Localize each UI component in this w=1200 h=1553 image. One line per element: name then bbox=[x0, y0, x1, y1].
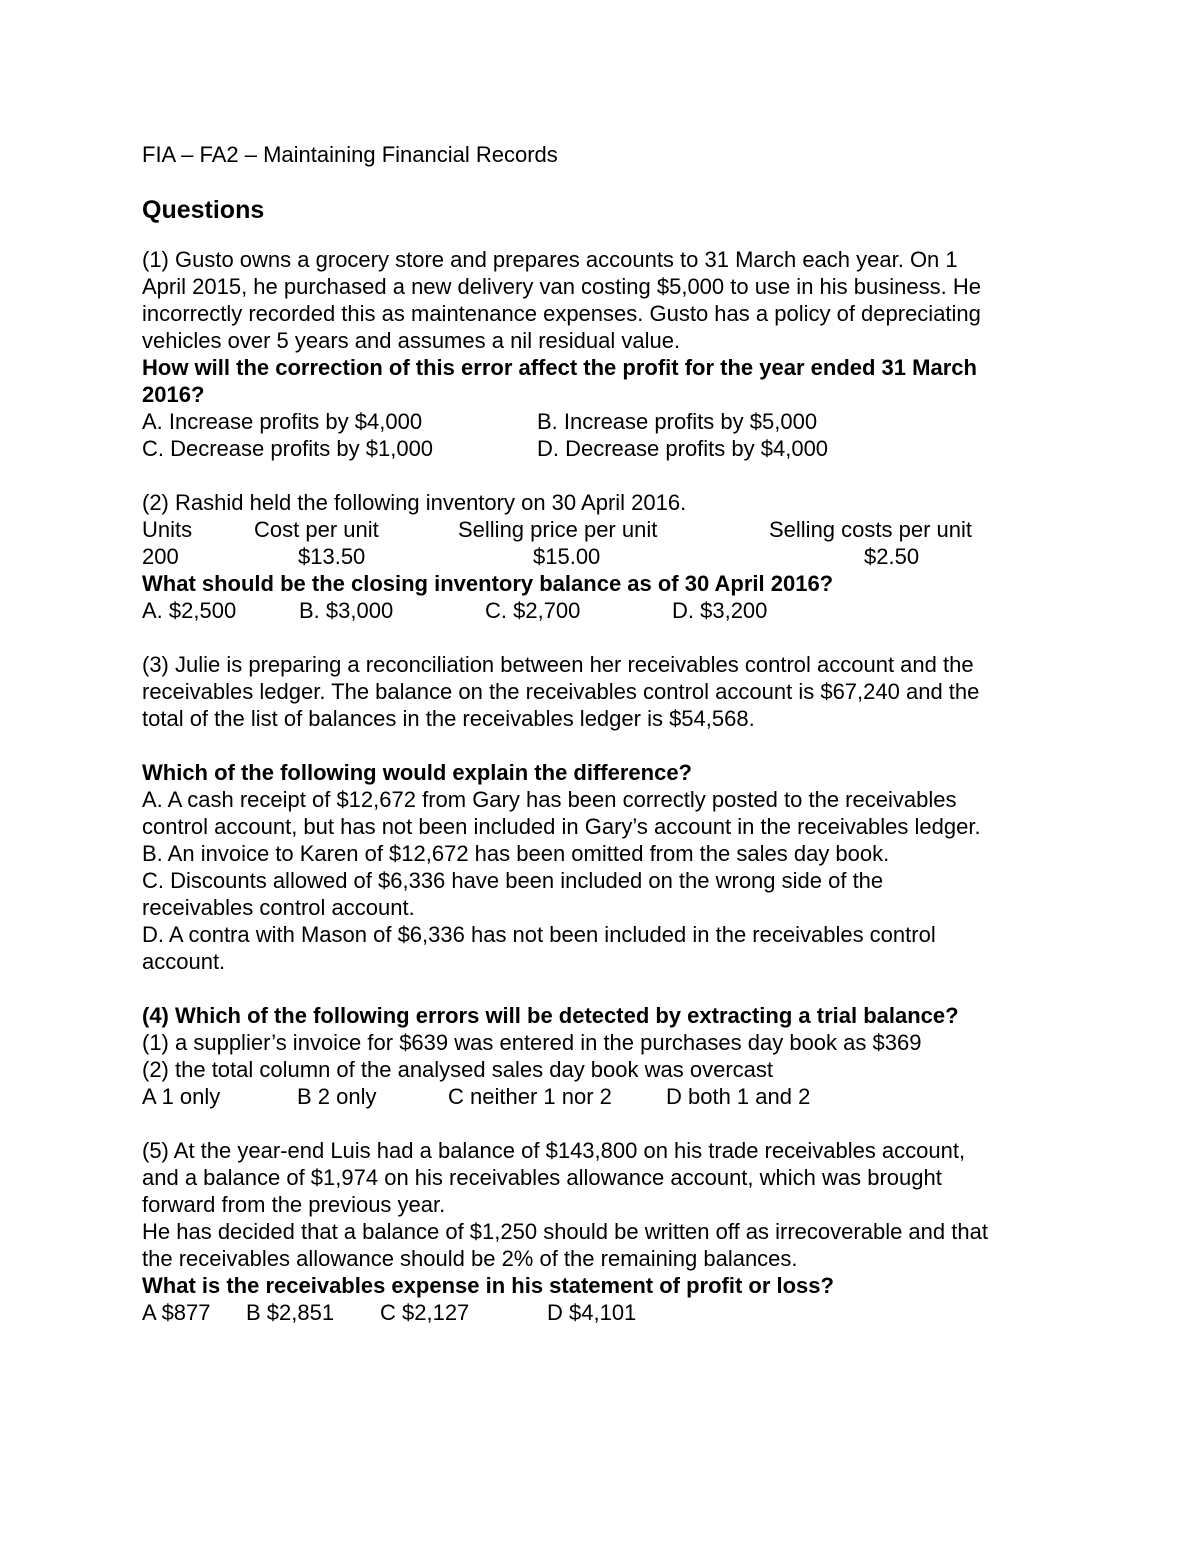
table-cell: 200 bbox=[142, 544, 179, 569]
question-1 bbox=[142, 246, 1062, 462]
option-d-continued: account. bbox=[142, 949, 226, 974]
table-cell: $2.50 bbox=[864, 544, 920, 569]
option-a: A. Increase profits by $4,000 bbox=[142, 409, 423, 434]
option-d: D both 1 and 2 bbox=[666, 1084, 811, 1109]
option-c: C. Decrease profits by $1,000 bbox=[142, 436, 434, 461]
paragraph-line: (5) At the year-end Luis had a balance of $143,800 on his trade receivables account, bbox=[142, 1138, 966, 1163]
question-prompt: What is the receivables expense in his statement of profit or loss? bbox=[142, 1273, 834, 1298]
paragraph-line: April 2015, he purchased a new delivery van costing $5,000 to use in his business. He bbox=[142, 274, 981, 299]
question-prompt: How will the correction of this error affect the profit for the year ended 31 March bbox=[142, 355, 977, 380]
paragraph-line: and a balance of $1,974 on his receivables allowance account, which was brought bbox=[142, 1165, 942, 1190]
table-header-cell: Selling price per unit bbox=[458, 517, 658, 542]
inventory-table-header bbox=[142, 516, 1062, 543]
table-cell: $15.00 bbox=[533, 544, 601, 569]
section-heading: Questions bbox=[142, 196, 265, 224]
question-prompt: 2016? bbox=[142, 382, 205, 407]
inventory-table-row bbox=[142, 543, 1062, 570]
option-b: B 2 only bbox=[297, 1084, 377, 1109]
paragraph-line: incorrectly recorded this as maintenance expenses. Gusto has a policy of depreciating bbox=[142, 301, 981, 326]
question-4 bbox=[142, 1002, 1062, 1110]
table-header-cell: Units bbox=[142, 517, 193, 542]
paragraph-line: vehicles over 5 years and assumes a nil residual value. bbox=[142, 328, 681, 353]
option-a: A $877 bbox=[142, 1300, 211, 1325]
option-b: B $2,851 bbox=[246, 1300, 335, 1325]
paragraph-line: total of the list of balances in the receivables ledger is $54,568. bbox=[142, 706, 755, 731]
option-b: B. Increase profits by $5,000 bbox=[537, 409, 818, 434]
question-2 bbox=[142, 489, 1062, 624]
option-d: D. $3,200 bbox=[672, 598, 768, 623]
options-row bbox=[142, 435, 1062, 462]
list-item: (2) the total column of the analysed sales day book was overcast bbox=[142, 1057, 774, 1082]
option-a: A. A cash receipt of $12,672 from Gary has been correctly posted to the receivables bbox=[142, 787, 957, 812]
option-c-continued: receivables control account. bbox=[142, 895, 415, 920]
option-c: C. Discounts allowed of $6,336 have been included on the wrong side of the bbox=[142, 868, 884, 893]
document-body bbox=[142, 140, 1062, 1326]
option-c: C $2,127 bbox=[380, 1300, 470, 1325]
question-prompt: Which of the following would explain the difference? bbox=[142, 760, 692, 785]
paragraph-line: receivables ledger. The balance on the receivables control account is $67,240 and the bbox=[142, 679, 980, 704]
option-a-continued: control account, but has not been included in Gary’s account in the receivables ledger. bbox=[142, 814, 981, 839]
paragraph-line: He has decided that a balance of $1,250 should be written off as irrecoverable and that bbox=[142, 1219, 988, 1244]
paragraph-line: (1) Gusto owns a grocery store and prepares accounts to 31 March each year. On 1 bbox=[142, 247, 958, 272]
options-row bbox=[142, 597, 1062, 624]
option-a: A. $2,500 bbox=[142, 598, 237, 623]
question-prompt: (4) Which of the following errors will be detected by extracting a trial balance? bbox=[142, 1003, 959, 1028]
table-cell: $13.50 bbox=[298, 544, 366, 569]
paragraph-line: (2) Rashid held the following inventory on 30 April 2016. bbox=[142, 490, 687, 515]
option-c: C neither 1 nor 2 bbox=[448, 1084, 612, 1109]
option-b: B. $3,000 bbox=[299, 598, 394, 623]
option-c: C. $2,700 bbox=[485, 598, 581, 623]
option-d: D. A contra with Mason of $6,336 has not been included in the receivables control bbox=[142, 922, 936, 947]
options-row bbox=[142, 1299, 1062, 1326]
question-5 bbox=[142, 1137, 1062, 1326]
table-header-cell: Cost per unit bbox=[254, 517, 379, 542]
options-row bbox=[142, 1083, 1062, 1110]
option-b: B. An invoice to Karen of $12,672 has been omitted from the sales day book. bbox=[142, 841, 890, 866]
question-prompt: What should be the closing inventory balance as of 30 April 2016? bbox=[142, 571, 834, 596]
option-d: D $4,101 bbox=[547, 1300, 637, 1325]
paragraph-line: the receivables allowance should be 2% of the remaining balances. bbox=[142, 1246, 798, 1271]
paragraph-line: forward from the previous year. bbox=[142, 1192, 446, 1217]
list-item: (1) a supplier’s invoice for $639 was entered in the purchases day book as $369 bbox=[142, 1030, 922, 1055]
options-row bbox=[142, 408, 1062, 435]
table-header-cell: Selling costs per unit bbox=[769, 517, 972, 542]
document-header: FIA – FA2 – Maintaining Financial Records bbox=[142, 142, 558, 167]
paragraph-line: (3) Julie is preparing a reconciliation between her receivables control account and the bbox=[142, 652, 974, 677]
option-a: A 1 only bbox=[142, 1084, 221, 1109]
option-d: D. Decrease profits by $4,000 bbox=[537, 436, 829, 461]
question-3 bbox=[142, 651, 1062, 975]
